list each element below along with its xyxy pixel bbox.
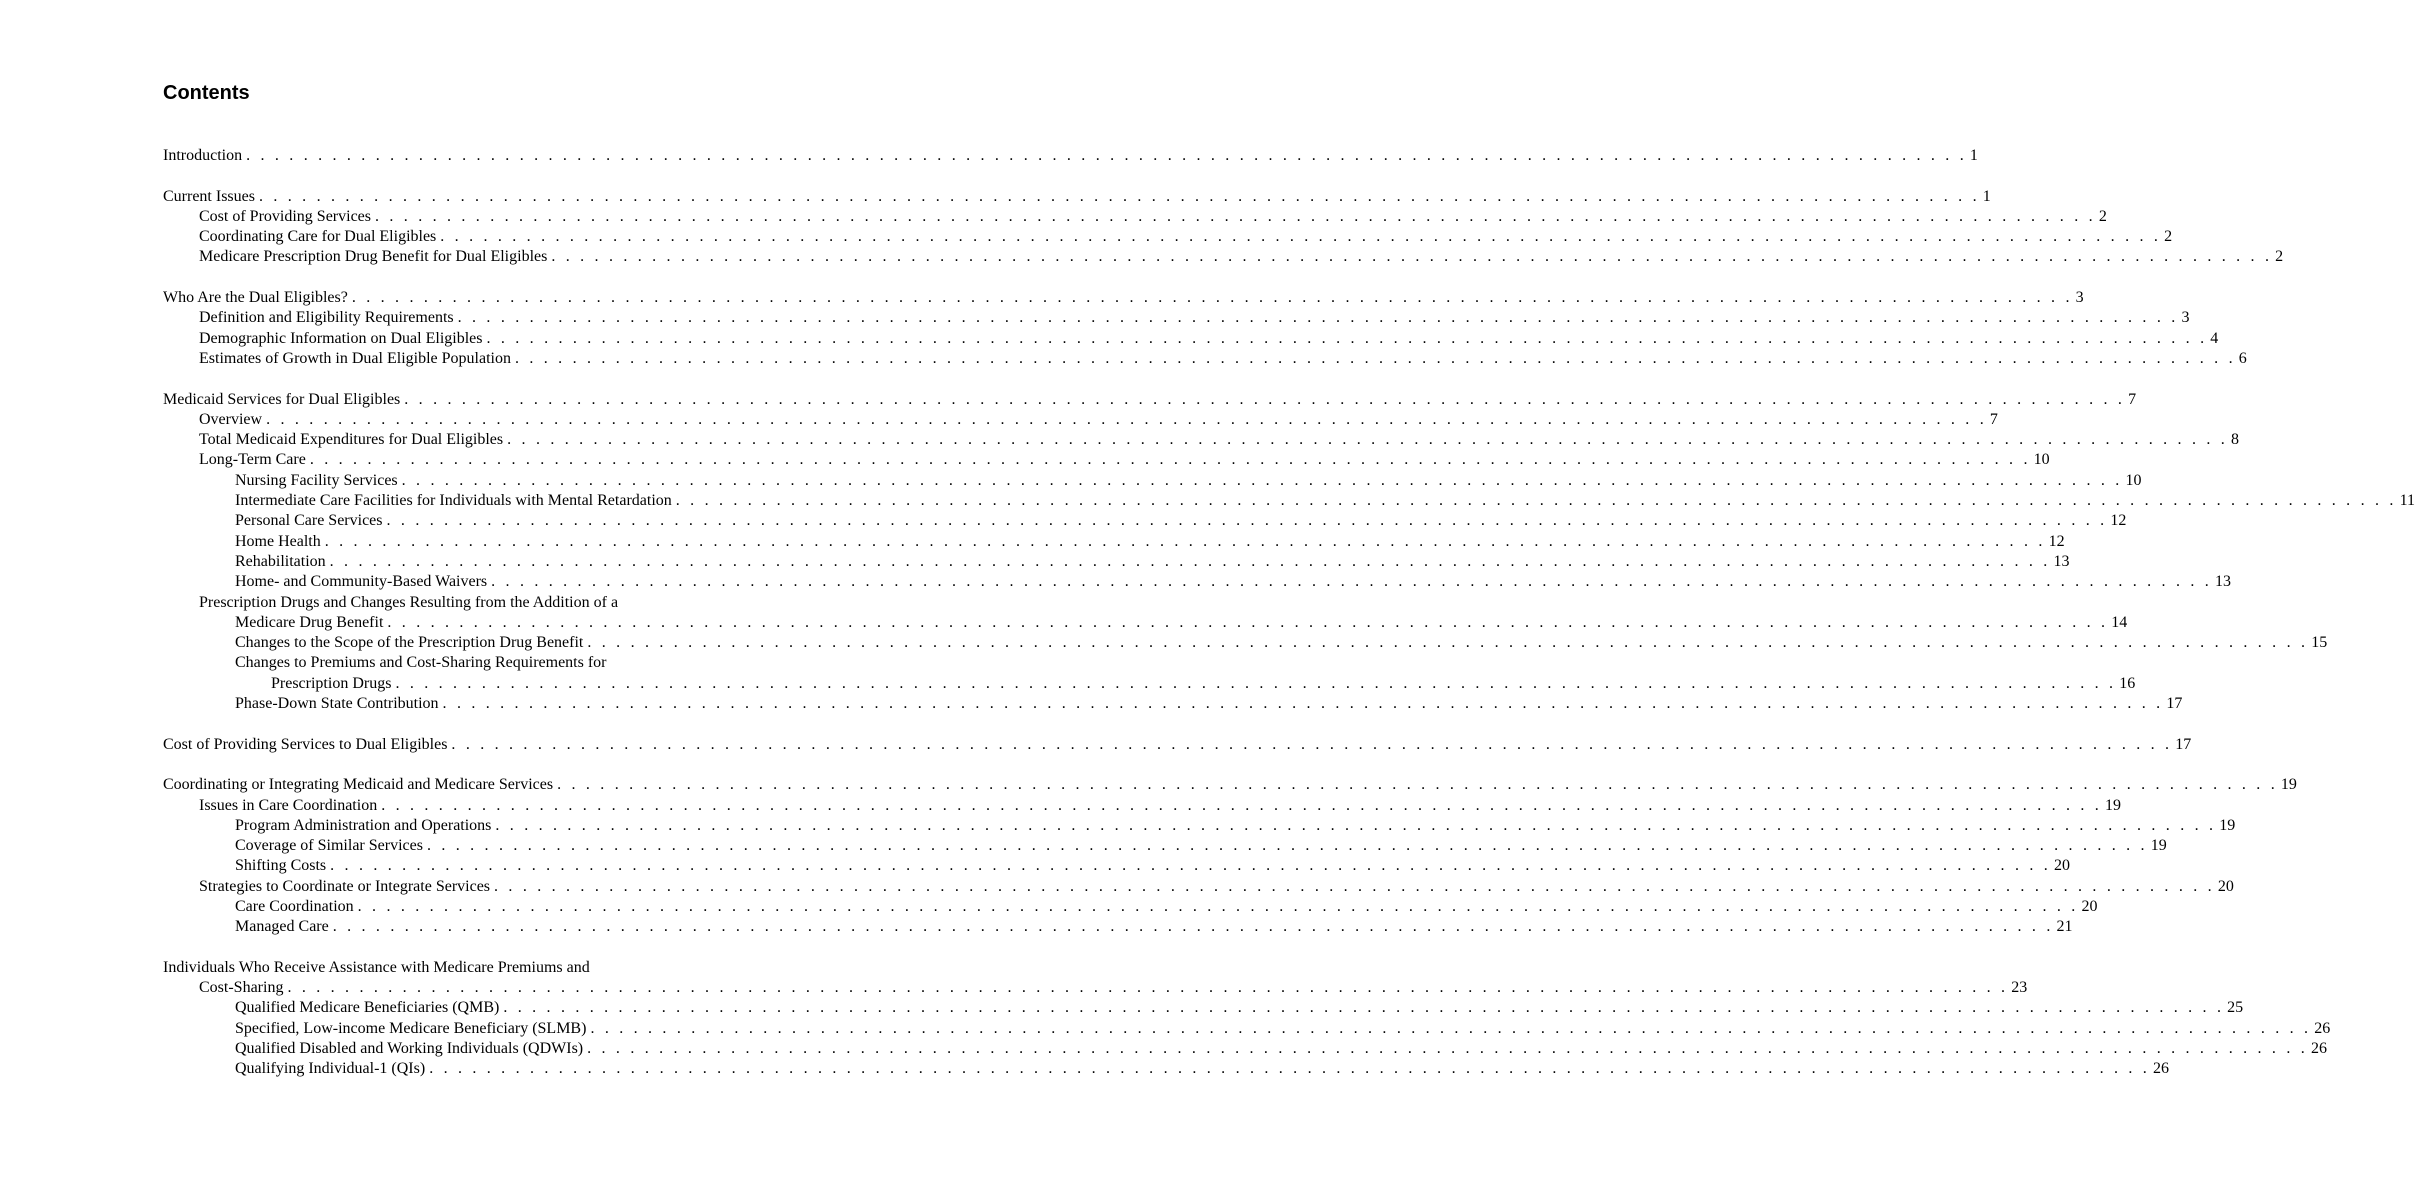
toc-entry[interactable] bbox=[163, 958, 758, 978]
toc-page-number: 2 bbox=[2164, 228, 2173, 246]
toc-page-number: 12 bbox=[2048, 532, 2065, 550]
toc-page-number: 11 bbox=[2399, 492, 2415, 510]
toc-entry-title: Prescription Drugs bbox=[271, 674, 392, 692]
toc-entry-title: Individuals Who Receive Assistance with Medicare Premiums and bbox=[163, 958, 590, 976]
toc-page-number: 25 bbox=[2227, 999, 2244, 1017]
toc-page-number: 19 bbox=[2105, 796, 2122, 814]
toc-entry[interactable] bbox=[163, 1019, 2331, 1039]
toc-entry-title: Intermediate Care Facilities for Individuals with Mental Retardation bbox=[235, 492, 672, 510]
toc-entry[interactable] bbox=[163, 329, 2219, 349]
toc-entry[interactable] bbox=[163, 390, 2137, 410]
dot-leader: . . . . . . . . . . . . . . . . . . . . . . . . . . . . . . . . . . . . . . . . . . . . . . . . . . . . . . . . . . . . . . . . . . . . . . . . . . . . . . . . . . . . . . . . . . . . . . . . . . . . . . . . . . . . . . . . . . . . . . . . bbox=[266, 410, 1987, 428]
toc-entry[interactable] bbox=[163, 1059, 2169, 1079]
toc-entry-title: Overview bbox=[199, 410, 263, 428]
toc-page-number: 17 bbox=[2166, 695, 2183, 713]
dot-leader: . . . . . . . . . . . . . . . . . . . . . . . . . . . . . . . . . . . . . . . . . . . . . . . . . . . . . . . . . . . . . . . . . . . . . . . . . . . . . . . . . . . . . . . . . . . . . . . . . . . . . . . . . . . . . . . . . . . . . . . . bbox=[324, 532, 2046, 550]
toc-entry[interactable] bbox=[163, 775, 2297, 795]
toc-page-number: 1 bbox=[1982, 187, 1991, 205]
toc-entry[interactable] bbox=[163, 572, 2231, 592]
toc-spacer bbox=[163, 755, 758, 775]
toc-page-number: 13 bbox=[2214, 573, 2231, 591]
toc-page-number: 15 bbox=[2311, 634, 2328, 652]
toc-spacer bbox=[163, 938, 758, 958]
dot-leader: . . . . . . . . . . . . . . . . . . . . . . . . . . . . . . . . . . . . . . . . . . . . . . . . . . . . . . . . . . . . . . . . . . . . . . . . . . . . . . . . . . . . . . . . . . . . . . . . . . . . . . . . . . . . . . . . . . . . . . . . bbox=[514, 349, 2236, 367]
toc-page-number: 20 bbox=[2081, 897, 2098, 915]
toc-entry[interactable] bbox=[163, 653, 758, 673]
toc-entry-title: Coordinating or Integrating Medicaid and Medicare Services bbox=[163, 776, 554, 794]
toc-entry[interactable] bbox=[163, 694, 2183, 714]
dot-leader: . . . . . . . . . . . . . . . . . . . . . . . . . . . . . . . . . . . . . . . . . . . . . . . . . . . . . . . . . . . . . . . . . . . . . . . . . . . . . . . . . . . . . . . . . . . . . . . . . . . . . . . . . . . . . . . . . . . . . . . . bbox=[351, 289, 2073, 307]
toc-entry-title: Medicare Drug Benefit bbox=[235, 613, 384, 631]
toc-entry[interactable] bbox=[163, 450, 2050, 470]
toc-page-number: 14 bbox=[2111, 613, 2128, 631]
dot-leader: . . . . . . . . . . . . . . . . . . . . . . . . . . . . . . . . . . . . . . . . . . . . . . . . . . . . . . . . . . . . . . . . . . . . . . . . . . . . . . . . . . . . . . . . . . . . . . . . . . . . . . . . . . . . . . . . . . . . . . . . bbox=[309, 451, 2031, 469]
page-title: Contents bbox=[163, 82, 250, 104]
toc-entry[interactable] bbox=[163, 917, 2073, 937]
dot-leader: . . . . . . . . . . . . . . . . . . . . . . . . . . . . . . . . . . . . . . . . . . . . . . . . . . . . . . . . . . . . . . . . . . . . . . . . . . . . . . . . . . . . . . . . . . . . . . . . . . . . . . . . . . . . . . . . . . . . . . . . bbox=[395, 674, 2117, 692]
dot-leader: . . . . . . . . . . . . . . . . . . . . . . . . . . . . . . . . . . . . . . . . . . . . . . . . . . . . . . . . . . . . . . . . . . . . . . . . . . . . . . . . . . . . . . . . . . . . . . . . . . . . . . . . . . . . . . . . . . . . . . . . bbox=[587, 634, 2309, 652]
toc-page-number: 1 bbox=[1969, 147, 1978, 164]
toc-entry[interactable] bbox=[163, 511, 2127, 531]
dot-leader: . . . . . . . . . . . . . . . . . . . . . . . . . . . . . . . . . . . . . . . . . . . . . . . . . . . . . . . . . . . . . . . . . . . . . . . . . . . . . . . . . . . . . . . . . . . . . . . . . . . . . . . . . . . . . . . . . . . . . . . . bbox=[404, 390, 2126, 408]
toc-entry-title: Strategies to Coordinate or Integrate Services bbox=[199, 877, 491, 895]
dot-leader: . . . . . . . . . . . . . . . . . . . . . . . . . . . . . . . . . . . . . . . . . . . . . . . . . . . . . . . . . . . . . . . . . . . . . . . . . . . . . . . . . . . . . . . . . . . . . . . . . . . . . . . . . . . . . . . . . . . . . . . . bbox=[495, 816, 2217, 834]
dot-leader: . . . . . . . . . . . . . . . . . . . . . . . . . . . . . . . . . . . . . . . . . . . . . . . . . . . . . . . . . . . . . . . . . . . . . . . . . . . . . . . . . . . . . . . . . . . . . . . . . . . . . . . . . . . . . . . . . . . . . . . . bbox=[387, 613, 2109, 631]
toc-entry[interactable] bbox=[163, 978, 2028, 998]
toc-entry[interactable] bbox=[163, 532, 2065, 552]
toc-entry-title: Changes to the Scope of the Prescription Drug Benefit bbox=[235, 634, 584, 652]
toc-entry-title: Demographic Information on Dual Eligibles bbox=[199, 329, 483, 347]
dot-leader: . . . . . . . . . . . . . . . . . . . . . . . . . . . . . . . . . . . . . . . . . . . . . . . . . . . . . . . . . . . . . . . . . . . . . . . . . . . . . . . . . . . . . . . . . . . . . . . . . . . . . . . . . . . . . . . . . . . . . . . . bbox=[381, 796, 2103, 814]
toc-entry[interactable] bbox=[163, 816, 2236, 836]
dot-leader: . . . . . . . . . . . . . . . . . . . . . . . . . . . . . . . . . . . . . . . . . . . . . . . . . . . . . . . . . . . . . . . . . . . . . . . . . . . . . . . . . . . . . . . . . . . . . . . . . . . . . . . . . . . . . . . . . . . . . . . . bbox=[429, 1060, 2150, 1078]
dot-leader: . . . . . . . . . . . . . . . . . . . . . . . . . . . . . . . . . . . . . . . . . . . . . . . . . . . . . . . . . . . . . . . . . . . . . . . . . . . . . . . . . . . . . . . . . . . . . . . . . . . . . . . . . . . . . . . . . . . . . . . . bbox=[330, 857, 2051, 875]
toc-page-number: 7 bbox=[1989, 410, 1998, 428]
toc-page-number: 17 bbox=[2175, 735, 2192, 753]
toc-page-number: 20 bbox=[2217, 877, 2234, 895]
table-of-contents bbox=[163, 146, 2415, 1080]
toc-entry[interactable] bbox=[163, 308, 2190, 328]
toc-entry-title: Personal Care Services bbox=[235, 512, 383, 530]
toc-entry-title: Total Medicaid Expenditures for Dual Eligibles bbox=[199, 431, 504, 449]
dot-leader: . . . . . . . . . . . . . . . . . . . . . . . . . . . . . . . . . . . . . . . . . . . . . . . . . . . . . . . . . . . . . . . . . . . . . . . . . . . . . . . . . . . . . . . . . . . . . . . . . . . . . . . . . . . . . . . . . . . . . . . . bbox=[386, 512, 2108, 530]
toc-entry-title: Qualified Medicare Beneficiaries (QMB) bbox=[235, 999, 500, 1017]
toc-entry[interactable] bbox=[163, 471, 2142, 491]
toc-entry-title: Medicaid Services for Dual Eligibles bbox=[163, 390, 401, 408]
toc-entry[interactable] bbox=[163, 430, 2239, 450]
dot-leader: . . . . . . . . . . . . . . . . . . . . . . . . . . . . . . . . . . . . . . . . . . . . . . . . . . . . . . . . . . . . . . . . . . . . . . . . . . . . . . . . . . . . . . . . . . . . . . . . . . . . . . . . . . . . . . . . . . . . . . . . bbox=[442, 695, 2164, 713]
toc-page-number: 23 bbox=[2011, 979, 2028, 997]
toc-entry[interactable] bbox=[163, 247, 2284, 267]
toc-page-number: 16 bbox=[2119, 674, 2136, 692]
dot-leader: . . . . . . . . . . . . . . . . . . . . . . . . . . . . . . . . . . . . . . . . . . . . . . . . . . . . . . . . . . . . . . . . . . . . . . . . . . . . . . . . . . . . . . . . . . . . . . . . . . . . . . . . . . . . . . . . . . . . . . . . bbox=[557, 776, 2278, 794]
toc-entry-title: Prescription Drugs and Changes Resulting from the Addition of a bbox=[199, 593, 619, 611]
toc-entry-title: Cost-Sharing bbox=[199, 979, 284, 997]
toc-entry[interactable] bbox=[163, 796, 2122, 816]
toc-entry-title: Program Administration and Operations bbox=[235, 816, 492, 834]
toc-entry-title: Definition and Eligibility Requirements bbox=[199, 309, 454, 327]
toc-entry-title: Phase-Down State Contribution bbox=[235, 695, 439, 713]
toc-page-number: 6 bbox=[2238, 349, 2247, 367]
toc-spacer bbox=[163, 714, 758, 734]
toc-entry-title: Cost of Providing Services to Dual Eligibles bbox=[163, 735, 448, 753]
toc-entry-title: Coverage of Similar Services bbox=[235, 837, 423, 855]
toc-spacer bbox=[163, 166, 758, 186]
toc-entry[interactable] bbox=[163, 552, 2070, 572]
toc-entry-title: Long-Term Care bbox=[199, 451, 306, 469]
dot-leader: . . . . . . . . . . . . . . . . . . . . . . . . . . . . . . . . . . . . . . . . . . . . . . . . . . . . . . . . . . . . . . . . . . . . . . . . . . . . . . . . . . . . . . . . . . . . . . . . . . . . . . . . . . . . . . . . . . . . . . . . bbox=[329, 552, 2051, 570]
dot-leader: . . . . . . . . . . . . . . . . . . . . . . . . . . . . . . . . . . . . . . . . . . . . . . . . . . . . . . . . . . . . . . . . . . . . . . . . . . . . . . . . . . . . . . . . . . . . . . . . . . . . . . . . . . . . . . . . . . . . . . . . bbox=[590, 1019, 2312, 1037]
toc-entry-title: Home- and Community-Based Waivers bbox=[235, 573, 488, 591]
dot-leader: . . . . . . . . . . . . . . . . . . . . . . . . . . . . . . . . . . . . . . . . . . . . . . . . . . . . . . . . . . . . . . . . . . . . . . . . . . . . . . . . . . . . . . . . . . . . . . . . . . . . . . . . . . . . . . . . . . . . . . . . bbox=[491, 573, 2212, 591]
toc-page-number: 26 bbox=[2153, 1060, 2169, 1078]
toc-entry-title: Specified, Low-income Medicare Beneficiary (SLMB) bbox=[235, 1019, 587, 1037]
dot-leader: . . . . . . . . . . . . . . . . . . . . . . . . . . . . . . . . . . . . . . . . . . . . . . . . . . . . . . . . . . . . . . . . . . . . . . . . . . . . . . . . . . . . . . . . . . . . . . . . . . . . . . . . . . . . . . . . . . . . . . . . bbox=[675, 492, 2397, 510]
toc-entry-title: Medicare Prescription Drug Benefit for Dual Eligibles bbox=[199, 248, 548, 266]
dot-leader: . . . . . . . . . . . . . . . . . . . . . . . . . . . . . . . . . . . . . . . . . . . . . . . . . . . . . . . . . . . . . . . . . . . . . . . . . . . . . . . . . . . . . . . . . . . . . . . . . . . . . . . . . . . . . . . . . . . . . . . . bbox=[287, 979, 2009, 997]
toc-page-number: 2 bbox=[2098, 207, 2107, 225]
toc-page-number: 13 bbox=[2053, 552, 2070, 570]
toc-spacer bbox=[163, 369, 758, 389]
toc-entry-title: Shifting Costs bbox=[235, 857, 327, 875]
toc-page-number: 7 bbox=[2128, 390, 2137, 408]
toc-page-number: 10 bbox=[2033, 451, 2050, 469]
toc-page-number: 26 bbox=[2310, 1040, 2327, 1058]
toc-page-number: 26 bbox=[2314, 1019, 2331, 1037]
toc-entry-title: Rehabilitation bbox=[235, 552, 326, 570]
toc-entry[interactable] bbox=[163, 146, 1978, 166]
dot-leader: . . . . . . . . . . . . . . . . . . . . . . . . . . . . . . . . . . . . . . . . . . . . . . . . . . . . . . . . . . . . . . . . . . . . . . . . . . . . . . . . . . . . . . . . . . . . . . . . . . . . . . . . . . . . . . . . . . . . . . . . bbox=[457, 309, 2179, 327]
toc-entry[interactable] bbox=[163, 491, 2415, 511]
toc-entry[interactable] bbox=[163, 877, 2234, 897]
toc-entry-title: Qualified Disabled and Working Individuals (QDWIs) bbox=[235, 1040, 584, 1058]
dot-leader: . . . . . . . . . . . . . . . . . . . . . . . . . . . . . . . . . . . . . . . . . . . . . . . . . . . . . . . . . . . . . . . . . . . . . . . . . . . . . . . . . . . . . . . . . . . . . . . . . . . . . . . . . . . . . . . . . . . . . . . . bbox=[258, 187, 1980, 205]
toc-page-number: 8 bbox=[2230, 431, 2239, 449]
toc-entry-title: Introduction bbox=[163, 147, 243, 164]
toc-page-number: 19 bbox=[2150, 837, 2167, 855]
dot-leader: . . . . . . . . . . . . . . . . . . . . . . . . . . . . . . . . . . . . . . . . . . . . . . . . . . . . . . . . . . . . . . . . . . . . . . . . . . . . . . . . . . . . . . . . . . . . . . . . . . . . . . . . . . . . . . . . . . . . . . . . bbox=[503, 999, 2225, 1017]
toc-page-number: 12 bbox=[2110, 512, 2127, 530]
toc-entry-title: Nursing Facility Services bbox=[235, 471, 398, 489]
toc-entry[interactable] bbox=[163, 593, 758, 613]
dot-leader: . . . . . . . . . . . . . . . . . . . . . . . . . . . . . . . . . . . . . . . . . . . . . . . . . . . . . . . . . . . . . . . . . . . . . . . . . . . . . . . . . . . . . . . . . . . . . . . . . . . . . . . . . . . . . . . . . . . . . . . . bbox=[401, 471, 2123, 489]
toc-page-number: 19 bbox=[2219, 816, 2236, 834]
toc-entry-title: Care Coordination bbox=[235, 897, 354, 915]
toc-entry[interactable] bbox=[163, 1039, 2327, 1059]
toc-entry-title: Who Are the Dual Eligibles? bbox=[163, 289, 348, 307]
dot-leader: . . . . . . . . . . . . . . . . . . . . . . . . . . . . . . . . . . . . . . . . . . . . . . . . . . . . . . . . . . . . . . . . . . . . . . . . . . . . . . . . . . . . . . . . . . . . . . . . . . . . . . . . . . . . . . . . . . . . . . . . bbox=[551, 248, 2273, 266]
toc-entry[interactable] bbox=[163, 856, 2070, 876]
toc-page-number: 4 bbox=[2210, 329, 2219, 347]
toc-entry[interactable] bbox=[163, 613, 2128, 633]
toc-entry[interactable] bbox=[163, 349, 2247, 369]
toc-entry[interactable] bbox=[163, 207, 2107, 227]
toc-entry[interactable] bbox=[163, 187, 1991, 207]
toc-page-number: 21 bbox=[2056, 918, 2073, 936]
toc-entry-title: Issues in Care Coordination bbox=[199, 796, 378, 814]
dot-leader: . . . . . . . . . . . . . . . . . . . . . . . . . . . . . . . . . . . . . . . . . . . . . . . . . . . . . . . . . . . . . . . . . . . . . . . . . . . . . . . . . . . . . . . . . . . . . . . . . . . . . . . . . . . . . . . . . . . . . . . . bbox=[486, 329, 2208, 347]
toc-entry-title: Qualifying Individual-1 (QIs) bbox=[235, 1060, 426, 1078]
dot-leader: . . . . . . . . . . . . . . . . . . . . . . . . . . . . . . . . . . . . . . . . . . . . . . . . . . . . . . . . . . . . . . . . . . . . . . . . . . . . . . . . . . . . . . . . . . . . . . . . . . . . . . . . . . . . . . . . . . . . . . . . bbox=[246, 147, 1967, 164]
toc-page-number: 20 bbox=[2053, 857, 2070, 875]
dot-leader: . . . . . . . . . . . . . . . . . . . . . . . . . . . . . . . . . . . . . . . . . . . . . . . . . . . . . . . . . . . . . . . . . . . . . . . . . . . . . . . . . . . . . . . . . . . . . . . . . . . . . . . . . . . . . . . . . . . . . . . . bbox=[440, 228, 2162, 246]
toc-entry-title: Changes to Premiums and Cost-Sharing Requirements for bbox=[235, 654, 607, 672]
dot-leader: . . . . . . . . . . . . . . . . . . . . . . . . . . . . . . . . . . . . . . . . . . . . . . . . . . . . . . . . . . . . . . . . . . . . . . . . . . . . . . . . . . . . . . . . . . . . . . . . . . . . . . . . . . . . . . . . . . . . . . . . bbox=[507, 431, 2228, 449]
toc-page-number: 10 bbox=[2125, 471, 2142, 489]
dot-leader: . . . . . . . . . . . . . . . . . . . . . . . . . . . . . . . . . . . . . . . . . . . . . . . . . . . . . . . . . . . . . . . . . . . . . . . . . . . . . . . . . . . . . . . . . . . . . . . . . . . . . . . . . . . . . . . . . . . . . . . . bbox=[587, 1040, 2308, 1058]
toc-entry[interactable] bbox=[163, 836, 2167, 856]
dot-leader: . . . . . . . . . . . . . . . . . . . . . . . . . . . . . . . . . . . . . . . . . . . . . . . . . . . . . . . . . . . . . . . . . . . . . . . . . . . . . . . . . . . . . . . . . . . . . . . . . . . . . . . . . . . . . . . . . . . . . . . . bbox=[426, 837, 2148, 855]
toc-entry-title: Managed Care bbox=[235, 918, 329, 936]
toc-entry[interactable] bbox=[163, 288, 2084, 308]
toc-entry[interactable] bbox=[163, 735, 2192, 755]
toc-entry-title: Home Health bbox=[235, 532, 321, 550]
dot-leader: . . . . . . . . . . . . . . . . . . . . . . . . . . . . . . . . . . . . . . . . . . . . . . . . . . . . . . . . . . . . . . . . . . . . . . . . . . . . . . . . . . . . . . . . . . . . . . . . . . . . . . . . . . . . . . . . . . . . . . . . bbox=[357, 897, 2079, 915]
toc-entry[interactable] bbox=[163, 897, 2098, 917]
dot-leader: . . . . . . . . . . . . . . . . . . . . . . . . . . . . . . . . . . . . . . . . . . . . . . . . . . . . . . . . . . . . . . . . . . . . . . . . . . . . . . . . . . . . . . . . . . . . . . . . . . . . . . . . . . . . . . . . . . . . . . . . bbox=[375, 207, 2096, 225]
toc-page-number: 3 bbox=[2181, 309, 2190, 327]
toc-entry[interactable] bbox=[163, 674, 2136, 694]
toc-entry-title: Estimates of Growth in Dual Eligible Population bbox=[199, 349, 511, 367]
toc-entry[interactable] bbox=[163, 998, 2244, 1018]
toc-entry-title: Coordinating Care for Dual Eligibles bbox=[199, 228, 437, 246]
toc-entry[interactable] bbox=[163, 410, 1998, 430]
toc-entry-title: Cost of Providing Services bbox=[199, 207, 371, 225]
dot-leader: . . . . . . . . . . . . . . . . . . . . . . . . . . . . . . . . . . . . . . . . . . . . . . . . . . . . . . . . . . . . . . . . . . . . . . . . . . . . . . . . . . . . . . . . . . . . . . . . . . . . . . . . . . . . . . . . . . . . . . . . bbox=[451, 735, 2173, 753]
toc-entry[interactable] bbox=[163, 227, 2173, 247]
toc-page-number: 2 bbox=[2275, 248, 2284, 266]
toc-entry-title: Current Issues bbox=[163, 187, 255, 205]
toc-page-number: 19 bbox=[2280, 776, 2297, 794]
toc-entry[interactable] bbox=[163, 633, 2328, 653]
dot-leader: . . . . . . . . . . . . . . . . . . . . . . . . . . . . . . . . . . . . . . . . . . . . . . . . . . . . . . . . . . . . . . . . . . . . . . . . . . . . . . . . . . . . . . . . . . . . . . . . . . . . . . . . . . . . . . . . . . . . . . . . bbox=[494, 877, 2215, 895]
toc-spacer bbox=[163, 268, 758, 288]
dot-leader: . . . . . . . . . . . . . . . . . . . . . . . . . . . . . . . . . . . . . . . . . . . . . . . . . . . . . . . . . . . . . . . . . . . . . . . . . . . . . . . . . . . . . . . . . . . . . . . . . . . . . . . . . . . . . . . . . . . . . . . . bbox=[332, 918, 2054, 936]
toc-page-number: 3 bbox=[2075, 289, 2084, 307]
